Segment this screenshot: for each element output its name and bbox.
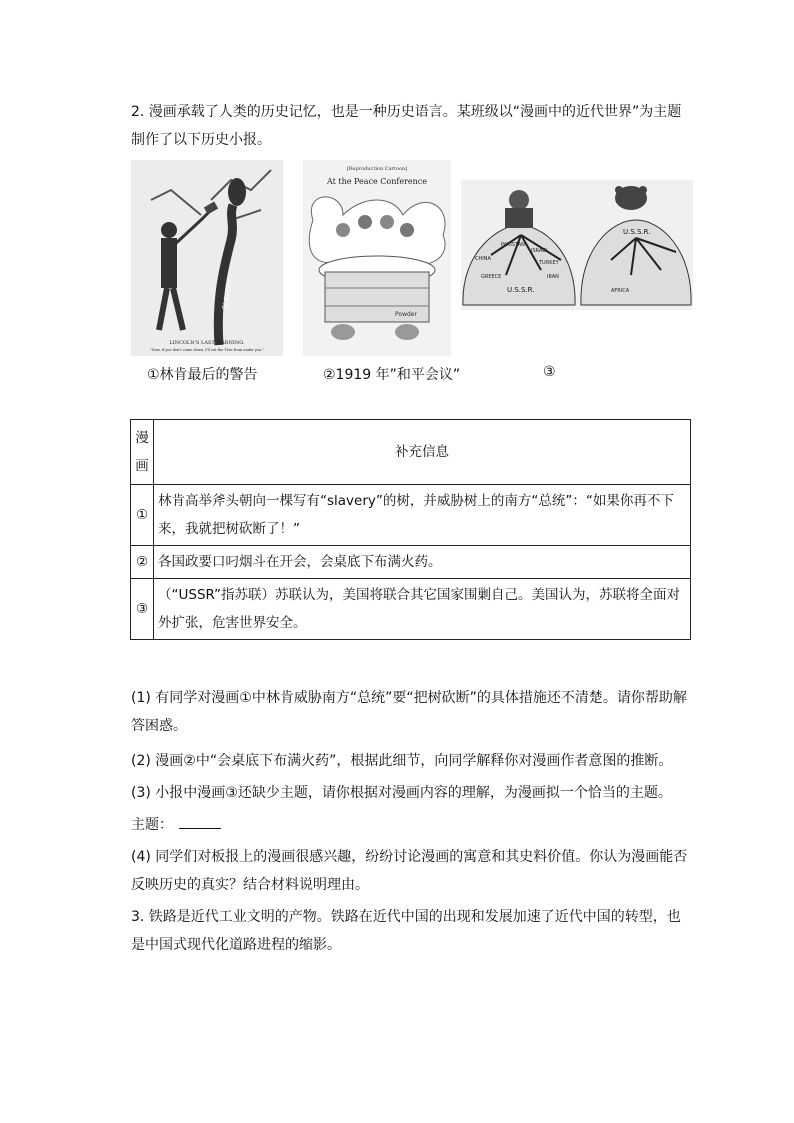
sub-question-4: (4) 同学们对板报上的漫画很感兴趣，纷纷讨论漫画的寓意和其史料价值。你认为漫画能否反映历史的真实？结合材料说明理由。 — [131, 849, 688, 893]
lincoln-cartoon-drawing — [131, 160, 283, 356]
question-2-stem: 2. 漫画承载了人类的历史记忆，也是一种历史语言。某班级以“漫画中的近代世界”为主题制作了以下历史小报。 — [131, 104, 682, 148]
fig3-left-label-5: IRAN — [547, 274, 559, 280]
fig3-left-globe-label: U.S.S.R. — [507, 286, 535, 294]
question-3-stem: 3. 铁路是近代工业文明的产物。铁路在近代中国的出现和发展加速了近代中国的转型，也是中国式现代化道路进程的缩影。 — [131, 909, 681, 953]
subject-label: 主题： — [131, 817, 173, 833]
row-info: 林肯高举斧头朝向一棵写有“slavery”的树，并威胁树上的南方“总统”：“如果你再不下来，我就把树砍断了！” — [154, 485, 691, 546]
sub-question-3: (3) 小报中漫画③还缺少主题，请你根据对漫画内容的理解，为漫画拟一个恰当的主题。 — [131, 785, 672, 801]
row-info: 各国政要口叼烟斗在开会，会桌底下布满火药。 — [154, 546, 691, 579]
table-row — [131, 546, 691, 579]
supplementary-info-table — [130, 419, 691, 640]
fig3-right-globe-label: U.S.S.R. — [623, 228, 651, 236]
fig1-inner-title: LINCOLN'S LAST WARNING. — [169, 340, 245, 346]
header-supplementary-info: 补充信息 — [154, 420, 691, 485]
subject-line — [131, 811, 691, 839]
fig3-left-label-1: PAKISTAN — [501, 242, 525, 248]
barrel-powder-label: Powder — [395, 311, 417, 318]
cartoon-figures — [131, 160, 711, 360]
table-header-row — [131, 420, 691, 485]
fig3-left-label-2: ISRAEL — [531, 248, 549, 254]
table-row — [131, 579, 691, 640]
sub-question-2: (2) 漫画②中“会桌底下布满火药”，根据此细节，向同学解释你对漫画作者意图的推断。 — [131, 753, 673, 769]
peace-conference-drawing — [303, 160, 451, 356]
fig3-right-label-0: AFRICA — [611, 288, 630, 294]
row-number: ① — [131, 485, 154, 546]
row-number: ③ — [131, 579, 154, 640]
fig2-inner-header: [Reproduction Cartoon] — [346, 166, 408, 172]
cartoon-2-caption: ②1919 年”和平会议” — [323, 367, 461, 383]
cartoon-1-caption: ①林肯最后的警告 — [147, 367, 258, 383]
row-info: （“USSR”指苏联）苏联认为，美国将联合其它国家围剿自己。美国认为，苏联将全面对外扩张，危害世界安全。 — [154, 579, 691, 640]
fig1-inner-quote: "Now, if you don't come down, I'll cut the Tree from under you." — [150, 348, 264, 352]
fig3-left-label-0: CHINA — [475, 256, 491, 262]
tree-slavery-label: SLAVERY — [221, 278, 235, 311]
fig3-left-label-3: TURKEY — [539, 260, 559, 266]
sub-question-1: (1) 有同学对漫画①中林肯威胁南方“总统”要“把树砍断”的具体措施还不清楚。请你帮助解答困惑。 — [131, 690, 687, 734]
header-cartoon: 漫画 — [131, 420, 154, 485]
cartoon-2-image — [303, 160, 451, 356]
globes-cartoon-drawing — [461, 180, 693, 310]
fig2-inner-title: At the Peace Conference — [326, 177, 428, 186]
cartoon-3-image — [461, 180, 693, 310]
cartoon-1-image — [131, 160, 283, 356]
row-number: ② — [131, 546, 154, 579]
cartoon-3-caption: ③ — [543, 364, 556, 380]
fig3-left-label-4: GREECE — [481, 274, 502, 280]
subject-answer-blank[interactable] — [179, 812, 221, 829]
table-row — [131, 485, 691, 546]
